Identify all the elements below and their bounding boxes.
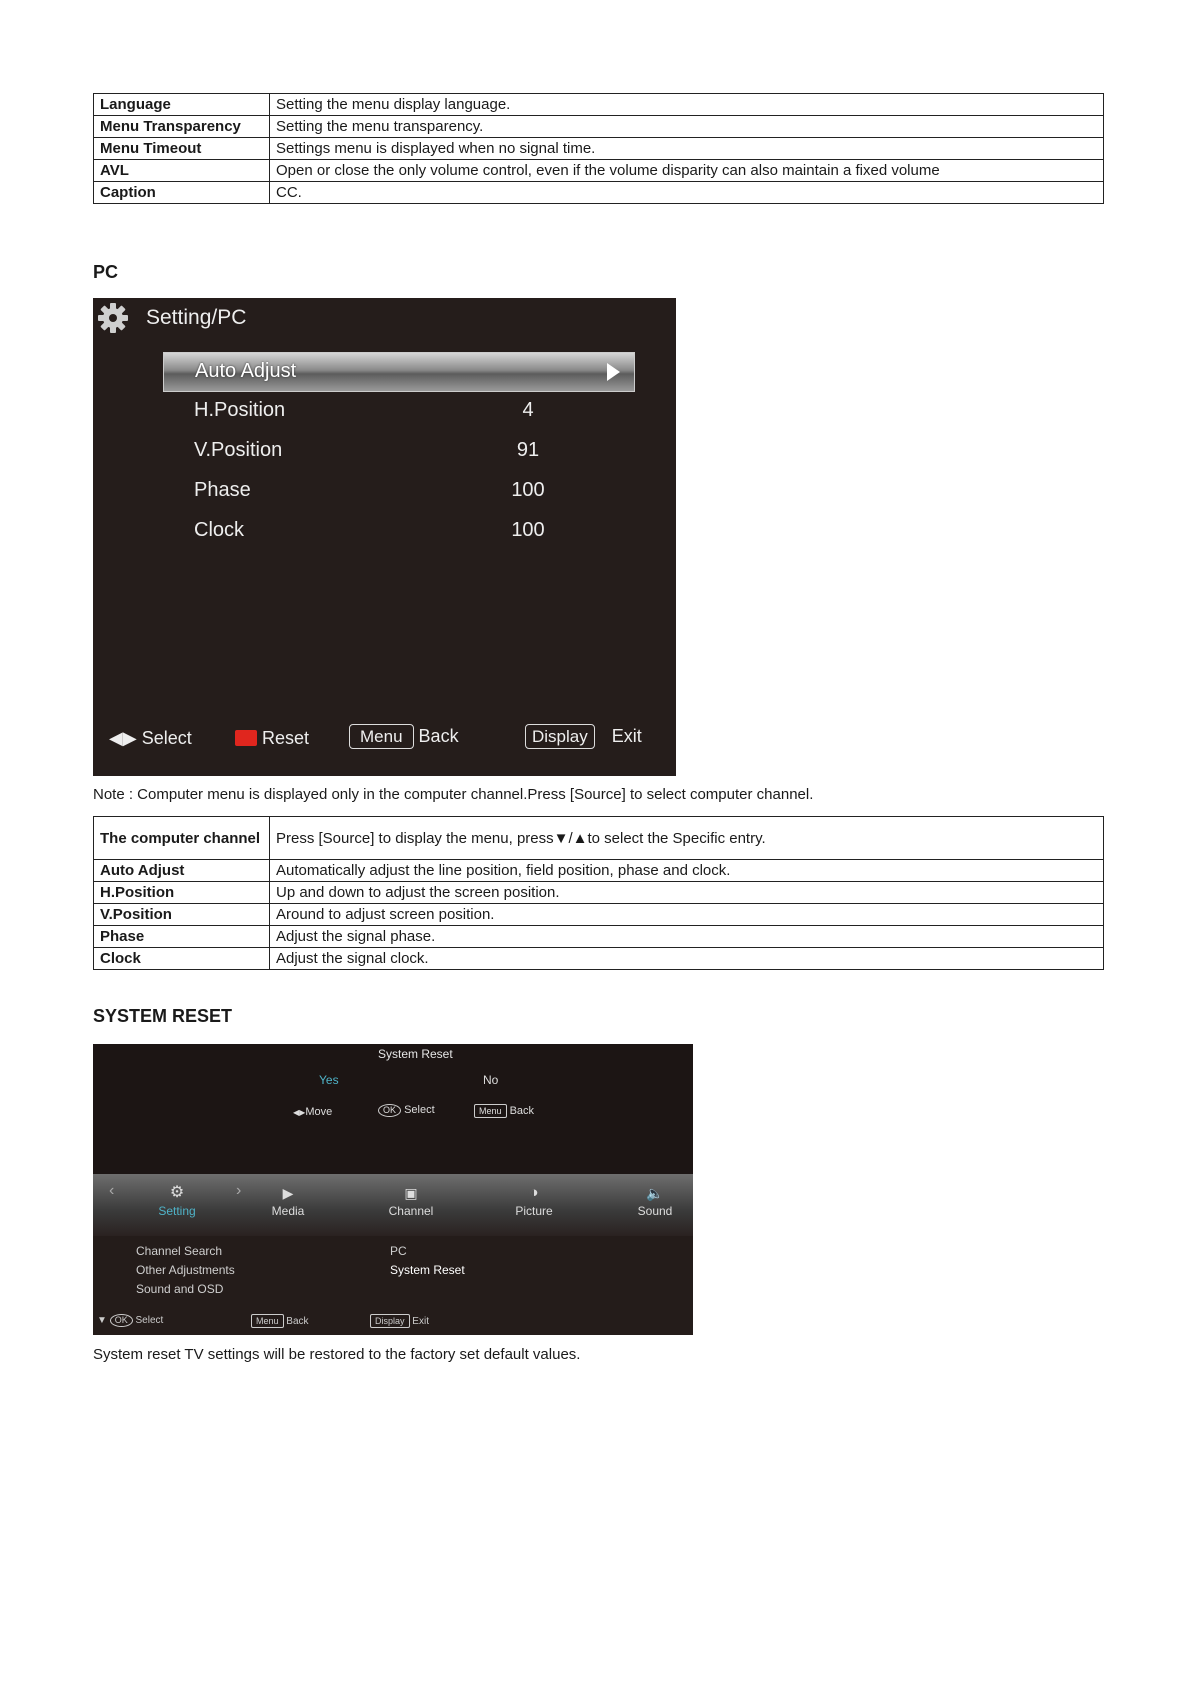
hint-move xyxy=(293,1106,332,1118)
chevron-left-icon[interactable]: ‹ xyxy=(109,1182,115,1199)
tab-label: Channel xyxy=(388,1204,434,1218)
arrow-right-icon xyxy=(607,363,620,381)
gear-icon: ⚙ xyxy=(169,1184,185,1201)
footer-back-label: Back xyxy=(286,1316,309,1327)
table-row xyxy=(94,882,1104,904)
table-row xyxy=(94,948,1104,970)
table-row xyxy=(94,817,1104,860)
table-value: Adjust the signal phase. xyxy=(270,926,1104,948)
table-value: Around to adjust screen position. xyxy=(270,904,1104,926)
monitor-icon: ▣ xyxy=(404,1185,418,1201)
tab-media[interactable] xyxy=(248,1184,328,1218)
menu-key-icon: Menu xyxy=(474,1104,507,1118)
play-icon: ▶ xyxy=(282,1185,294,1201)
left-right-arrow-icon: ◀▶ xyxy=(109,728,137,748)
table-row xyxy=(94,860,1104,882)
tab-label: Sound xyxy=(637,1204,673,1218)
table-value: Adjust the signal clock. xyxy=(270,948,1104,970)
footer-exit-label: Exit xyxy=(412,1316,429,1327)
menu-item-value: 100 xyxy=(511,479,545,501)
list-item[interactable]: Channel Search xyxy=(136,1244,223,1258)
table-value: Settings menu is displayed when no signal time. xyxy=(270,138,1104,160)
menu-item-label: H.Position xyxy=(194,399,286,421)
hint-back xyxy=(474,1104,534,1118)
settings-table xyxy=(93,93,1104,204)
table-value: Setting the menu transparency. xyxy=(270,116,1104,138)
chevron-right-icon[interactable]: › xyxy=(236,1182,242,1199)
hint-back-label: Back xyxy=(509,1105,535,1117)
table-key: Menu Timeout xyxy=(94,138,270,160)
table-row xyxy=(94,904,1104,926)
table-key: Phase xyxy=(94,926,270,948)
menu-item-clock[interactable] xyxy=(163,512,633,550)
pc-menu-screen xyxy=(93,298,676,776)
table-row xyxy=(94,182,1104,204)
display-key-icon: Display xyxy=(525,724,595,749)
tab-label: Setting xyxy=(158,1204,196,1218)
speaker-icon: 🔈 xyxy=(646,1185,664,1201)
table-row xyxy=(94,138,1104,160)
tab-sound[interactable] xyxy=(615,1184,693,1218)
footer-select-label: Select xyxy=(135,1315,164,1326)
system-reset-screen xyxy=(93,1044,693,1335)
menu-key-icon: Menu xyxy=(349,724,414,749)
reset-note: System reset TV settings will be restored to the factory set default values. xyxy=(93,1346,581,1363)
footer-back xyxy=(349,726,459,747)
menu-item-label: V.Position xyxy=(194,439,283,461)
reset-heading: SYSTEM RESET xyxy=(93,1006,233,1026)
table-key: Language xyxy=(94,94,270,116)
table-row xyxy=(94,160,1104,182)
tab-setting[interactable] xyxy=(137,1184,217,1218)
table-key: Auto Adjust xyxy=(94,860,270,882)
tab-picture[interactable] xyxy=(494,1184,574,1218)
list-item-selected[interactable]: System Reset xyxy=(390,1263,465,1277)
table-value: Setting the menu display language. xyxy=(270,94,1104,116)
tab-label: Picture xyxy=(515,1204,553,1218)
menu-item-label: Clock xyxy=(194,519,245,541)
display-key-icon: Display xyxy=(370,1314,410,1328)
footer-exit-label: Exit xyxy=(611,726,642,746)
table-key: Menu Transparency xyxy=(94,116,270,138)
menu-item-phase[interactable] xyxy=(163,472,633,510)
list-item[interactable]: Sound and OSD xyxy=(136,1282,224,1296)
footer-select xyxy=(97,1314,163,1327)
pc-note: Note : Computer menu is displayed only in the computer channel.Press [Source] to select computer channel. xyxy=(93,786,814,803)
contrast-icon: ◑ xyxy=(529,1184,539,1201)
menu-item-value: 4 xyxy=(522,399,534,421)
hint-select-label: Select xyxy=(404,1104,435,1116)
footer-exit xyxy=(525,726,642,747)
no-option[interactable]: No xyxy=(483,1073,499,1087)
menu-key-icon: Menu xyxy=(251,1314,284,1328)
table-value: CC. xyxy=(270,182,1104,204)
table-row xyxy=(94,926,1104,948)
table-key: Caption xyxy=(94,182,270,204)
menu-item-label: Auto Adjust xyxy=(195,360,297,382)
pc-heading: PC xyxy=(93,262,119,282)
footer-select xyxy=(109,728,192,749)
footer-exit xyxy=(370,1314,429,1328)
table-key: H.Position xyxy=(94,882,270,904)
ok-key-icon: OK xyxy=(378,1104,401,1117)
menu-item-value: 100 xyxy=(511,519,545,541)
menu-item-value: 91 xyxy=(516,439,540,461)
left-right-arrow-icon: ◀▶ xyxy=(293,1108,306,1117)
menu-item-v-position[interactable] xyxy=(163,432,633,470)
dialog-title: System Reset xyxy=(378,1047,453,1061)
menu-title: Setting/PC xyxy=(146,306,247,329)
footer-reset-label: Reset xyxy=(262,728,310,748)
table-key: AVL xyxy=(94,160,270,182)
table-row xyxy=(94,116,1104,138)
red-key-icon xyxy=(235,730,257,746)
tab-channel[interactable] xyxy=(371,1184,451,1218)
pc-settings-table xyxy=(93,816,1104,970)
gear-icon xyxy=(97,302,129,334)
table-value: Open or close the only volume control, even if the volume disparity can also maintain a fixed volume xyxy=(270,160,1104,182)
yes-option[interactable]: Yes xyxy=(319,1073,339,1087)
footer-select-label: Select xyxy=(141,728,192,748)
down-arrow-icon: ▼ xyxy=(97,1315,107,1326)
list-item[interactable]: Other Adjustments xyxy=(136,1263,235,1277)
hint-move-label: Move xyxy=(305,1106,333,1118)
table-key: V.Position xyxy=(94,904,270,926)
footer-back-label: Back xyxy=(418,726,459,746)
table-row xyxy=(94,94,1104,116)
table-key: Clock xyxy=(94,948,270,970)
menu-item-auto-adjust[interactable] xyxy=(163,352,635,392)
table-value: Automatically adjust the line position, field position, phase and clock. xyxy=(270,860,1104,882)
tab-label: Media xyxy=(271,1204,305,1218)
hint-select xyxy=(378,1104,435,1117)
table-key: The computer channel xyxy=(94,817,270,860)
list-item[interactable]: PC xyxy=(390,1244,407,1258)
footer-reset xyxy=(235,728,309,749)
table-value: Press [Source] to display the menu, press▼/▲to select the Specific entry. xyxy=(270,817,1104,860)
menu-item-h-position[interactable] xyxy=(163,392,633,430)
footer-back xyxy=(251,1314,309,1328)
menu-item-label: Phase xyxy=(194,479,251,501)
table-value: Up and down to adjust the screen position. xyxy=(270,882,1104,904)
ok-key-icon: OK xyxy=(110,1314,133,1327)
